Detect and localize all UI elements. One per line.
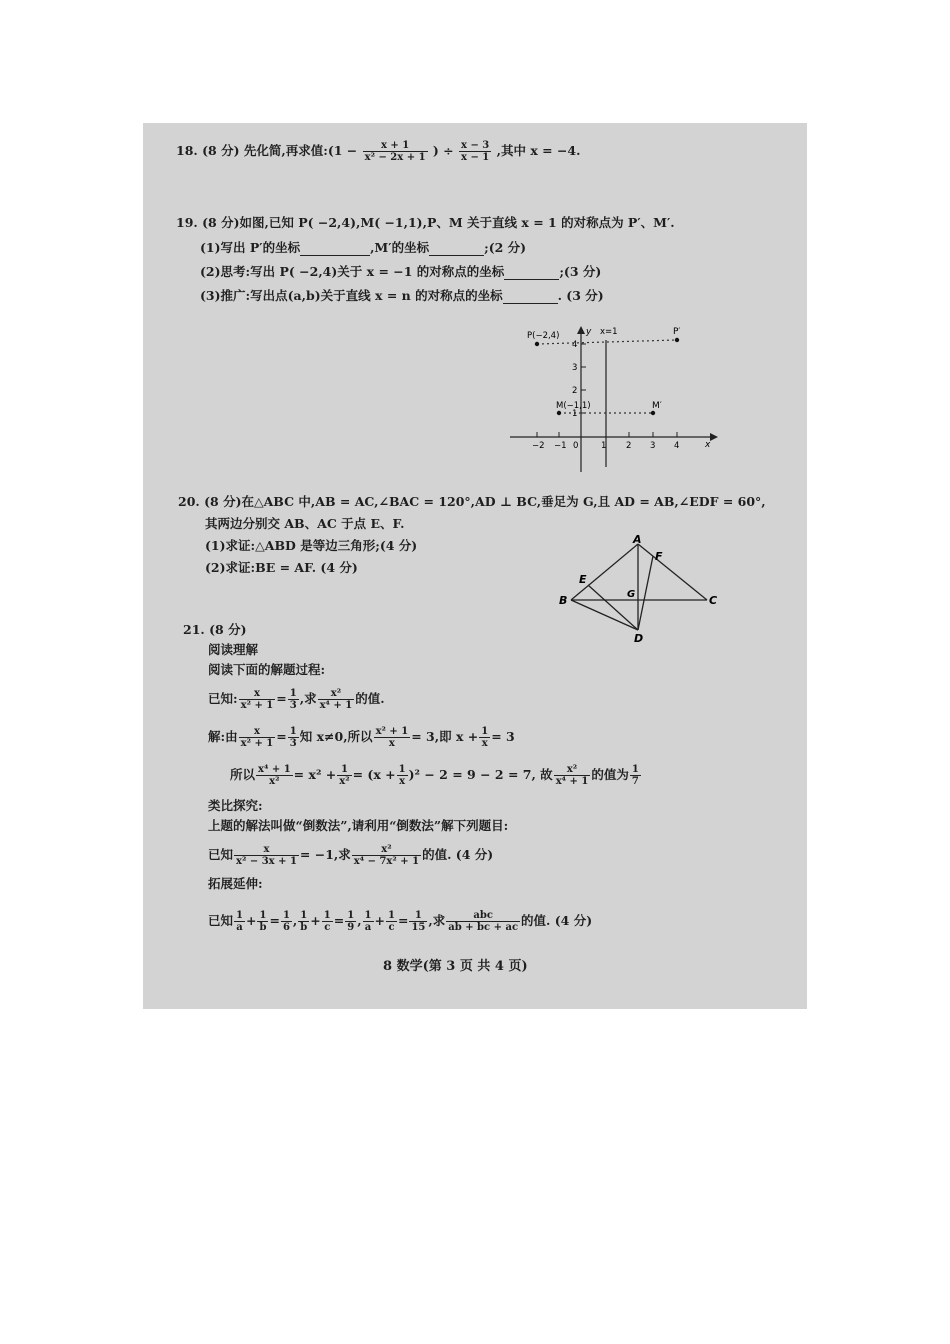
label-m-prime: M′ (652, 401, 662, 411)
question-20-part-1: (1)求证:△ABD 是等边三角形;(4 分) (205, 538, 418, 553)
question-20-stem-cont: 其两边分别交 AB、AC 于点 E、F. (205, 516, 405, 531)
answer-blank[interactable] (429, 255, 484, 256)
question-19-part-1: (1)写出 P′的坐标 ,M′的坐标 ;(2 分) (200, 240, 527, 255)
question-19-part-2: (2)思考:写出 P( −2,4)关于 x = −1 的对称点的坐标 ;(3 分) (200, 264, 602, 279)
fraction: $\frac{1}{a}$ (236, 910, 243, 933)
analogy-intro: 上题的解法叫做“倒数法”,请利用“倒数法”解下列题目: (208, 818, 509, 833)
fraction: $\frac{\text{x⁴ + 1}}{\text{x²}}$ (258, 764, 291, 787)
answer-blank[interactable] (503, 303, 558, 304)
label-g: G (627, 589, 636, 600)
fraction: $\frac{1}{3}$ (289, 688, 297, 711)
x-tick-label: 2 (626, 441, 632, 451)
label-x: x (705, 440, 711, 450)
fraction: $\frac{\text{x²}}{\text{x⁴ − 7x² + 1}}$ (353, 844, 420, 867)
x-tick-label: 3 (650, 441, 656, 451)
fraction: $\frac{1}{15}$ (411, 910, 426, 933)
point-m-prime (651, 411, 655, 415)
y-tick-label: 3 (572, 363, 578, 373)
fraction: $\frac{\text{x²}}{\text{x⁴ + 1}}$ (555, 764, 589, 787)
segment-fd (638, 556, 653, 630)
fraction: $\frac{1}{3}$ (289, 726, 297, 749)
question-20-part-2: (2)求证:BE = AF. (4 分) (205, 560, 358, 575)
heading-reading: 阅读理解 (208, 642, 259, 657)
fraction: $\frac{x}{\text{x² + 1}}$ (240, 726, 274, 749)
label-f: F (655, 550, 663, 563)
fraction: $\frac{\text{x²}}{\text{x⁴ + 1}}$ (319, 688, 353, 711)
extend-problem: 已知 $\frac{1}{a}$ + $\frac{1}{b}$ = $\frac{1}{6}$ , $\frac{1}{b}$ + $\frac{1}{c}$ = $\frac{1}{9}$ , $\frac{1}{a}$ + $\frac{1}{c}$ = $\frac{1}{15}$ ,求 $\frac{\text{abc}}{ab + bc + ac}$ 的值. (4 分) (208, 910, 593, 933)
triangle-figure (555, 530, 730, 645)
label-d: D (634, 632, 644, 645)
y-axis-arrow-icon (577, 326, 585, 334)
label-line: x=1 (600, 327, 618, 337)
fraction: $\frac{1}{9}$ (347, 910, 355, 933)
page-footer: 8 数学(第 3 页 共 4 页) (383, 959, 528, 974)
point-m (557, 411, 561, 415)
label-a: A (633, 533, 642, 546)
coordinate-graph (505, 322, 720, 474)
y-tick-label: 1 (572, 409, 578, 419)
reading-intro: 阅读下面的解题过程: (208, 662, 326, 677)
fraction: $\frac{1}{6}$ (282, 910, 290, 933)
x-axis-arrow-icon (710, 433, 718, 441)
answer-blank[interactable] (300, 255, 370, 256)
x-tick-label: −1 (554, 441, 567, 451)
fraction: $\frac{x + 1}{\text{x² − 2x + 1}}$ (364, 140, 426, 163)
fraction: $\frac{x}{\text{x² + 1}}$ (240, 688, 274, 711)
heading-analogy: 类比探究: (208, 798, 263, 813)
segment-bd (571, 600, 638, 630)
label-origin: 0 (573, 441, 579, 451)
reading-known: 已知: $\frac{x}{\text{x² + 1}}$ = $\frac{1}{3}$ ,求 $\frac{\text{x²}}{\text{x⁴ + 1}}$ 的值. (208, 688, 385, 711)
answer-blank[interactable] (504, 279, 559, 280)
reading-solution: 解:由 $\frac{x}{\text{x² + 1}}$ = $\frac{1}{3}$ 知 x≠0,所以 $\frac{\text{x² + 1}}{x}$ = 3,即 x + $\frac{1}{x}$ = 3 (208, 726, 515, 749)
question-20-stem: 20. (8 分)在△ABC 中,AB = AC,∠BAC = 120°,AD ⊥ BC,垂足为 G,且 AD = AB,∠EDF = 60°, (178, 494, 766, 509)
fraction: $\frac{\text{x² + 1}}{x}$ (375, 726, 409, 749)
fraction: $\frac{1}{b}$ (259, 910, 267, 933)
fraction: $\frac{1}{7}$ (631, 764, 639, 787)
question-19-part-3: (3)推广:写出点(a,b)关于直线 x = n 的对称点的坐标 . (3 分) (200, 288, 604, 303)
question-21-header: 21. (8 分) (183, 622, 247, 637)
segment-ac (638, 544, 707, 600)
y-tick-label: 4 (572, 340, 578, 350)
label-p: P(−2,4) (527, 331, 560, 341)
fraction: $\frac{1}{a}$ (364, 910, 372, 933)
heading-extend: 拓展延伸: (208, 876, 263, 891)
x-tick-label: 1 (601, 441, 607, 451)
fraction: $\frac{x - 3}{x - 1}$ (461, 140, 490, 163)
label-b: B (559, 594, 568, 607)
fraction: $\frac{1}{c}$ (323, 910, 331, 933)
label-p-prime: P′ (673, 327, 681, 337)
x-tick-label: 4 (674, 441, 680, 451)
y-tick-label: 2 (572, 386, 578, 396)
fraction: $\frac{1}{x}$ (481, 726, 489, 749)
fraction: $\frac{x}{\text{x² − 3x + 1}}$ (236, 844, 297, 867)
fraction: $\frac{1}{b}$ (300, 910, 308, 933)
label-m: M(−1,1) (556, 401, 591, 411)
fraction: $\frac{1}{c}$ (388, 910, 395, 933)
label-e: E (579, 573, 587, 586)
point-p (535, 342, 539, 346)
label-c: C (709, 594, 718, 607)
fraction: $\frac{1}{\text{x²}}$ (339, 764, 350, 787)
reading-conclusion: 所以 $\frac{\text{x⁴ + 1}}{\text{x²}}$ = x² + $\frac{1}{\text{x²}}$ = (x + $\frac{1}{x}$ )² − 2 = 9 − 2 = 7, 故 $\frac{\text{x²}}{\text{x⁴ + 1}}$ 的值为 $\frac{1}{7}$ (230, 764, 639, 787)
fraction: $\frac{\text{abc}}{ab + bc + ac}$ (448, 910, 519, 933)
label-y: y (586, 327, 592, 337)
analogy-problem: 已知 $\frac{x}{\text{x² − 3x + 1}}$ = −1,求 $\frac{\text{x²}}{\text{x⁴ − 7x² + 1}}$ 的值. (4 分) (208, 844, 494, 867)
fraction: $\frac{1}{x}$ (398, 764, 406, 787)
x-tick-label: −2 (532, 441, 545, 451)
question-18: 18. (8 分) 先化简,再求值:(1 − $\frac{x + 1}{\text{x² − 2x + 1}}$ ) ÷ $\frac{x - 3}{x - 1}$ ,其中 x = −4. (176, 140, 581, 163)
point-p-prime (675, 338, 679, 342)
question-19-stem: 19. (8 分)如图,已知 P( −2,4),M( −1,1),P、M 关于直线 x = 1 的对称点为 P′、M′. (176, 215, 675, 230)
